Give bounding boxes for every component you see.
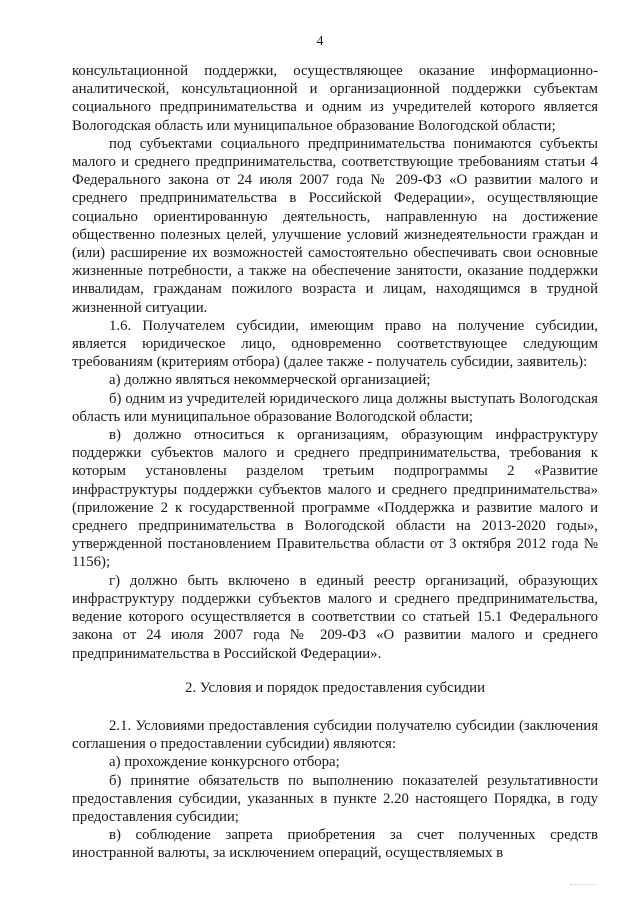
section-heading: 2. Условия и порядок предоставления субсидии [184, 679, 486, 696]
paragraph-after-2: б) принятие обязательств по выполнению показателей результативности предоставления субсидии, указанных в пункте 2.20 настоящего Порядка, в году предоставления субсидии; [72, 772, 598, 825]
paragraph-4: б) одним из учредителей юридического лица должны выступать Вологодская область или муниципальное образование Вологодской области; [72, 390, 598, 425]
paragraph-0: консультационной поддержки, осуществляющее оказание информационно-аналитической, консультационной и организационной поддержки субъектам социального предпринимательства и одним из учредителей которого является Вологодская область или муниципальное образование Вологодской области; [72, 63, 598, 134]
paragraph-after-3: в) соблюдение запрета приобретения за счет полученных средств иностранной валюты, за исключением операций, осуществляемых в [72, 827, 598, 862]
scan-artifact [570, 884, 596, 887]
paragraph-6: г) должно быть включено в единый реестр организаций, образующих инфраструктуру поддержки субъектов малого и среднего предпринимательства, ведение которого осуществляется в соответствии со статьей 15.1 Федерального закона от 24 июля 2007 года № 209-ФЗ «О развитии малого и среднего предпринимательства в Российской Федерации». [72, 572, 598, 662]
paragraph-5: в) должно относиться к организациям, образующим инфраструктуру поддержки субъектов малого и среднего предпринимательства, требования к которым установлены разделом третьим подпрограммы 2 «Развитие инфраструктуры поддержки субъектов малого и среднего предпринимательства» (приложение 2 к государственной программе «Поддержка и развитие малого и среднего предпринимательства в Вологодской области на 2013-2020 годы», утвержденной постановлением Правительства области от 3 октября 2012 года № 1156); [72, 427, 598, 571]
paragraph-1: под субъектами социального предпринимательства понимаются субъекты малого и среднего предпринимательства, соответствующие требованиям статьи 4 Федерального закона от 24 июля 2007 года № 209-ФЗ «О развитии малого и среднего предпринимательства в Российской Федерации», осуществляющие социально ориентированную деятельность, направленную на достижение общественно полезных целей, улучшение условий жизнедеятельности граждан и (или) расширение их возможностей самостоятельно обеспечивать свои основные жизненные потребности, а также на обеспечение занятости, оказание поддержки инвалидам, гражданам пожилого возраста и лицам, находящимся в трудной жизненной ситуации. [72, 135, 598, 316]
document-body [72, 62, 598, 863]
paragraph-3: а) должно являться некоммерческой организацией; [109, 372, 431, 389]
paragraph-after-0: 2.1. Условиями предоставления субсидии получателю субсидии (заключения соглашения о предоставлении субсидии) являются: [72, 717, 598, 753]
page-number: 4 [316, 34, 324, 49]
paragraph-2: 1.6. Получателем субсидии, имеющим право на получение субсидии, является юридическое лицо, одновременно соответствующее следующим требованиям (критериям отбора) (далее также - получатель субсидии, заявитель): [72, 317, 598, 371]
paragraph-after-1: а) прохождение конкурсного отбора; [109, 754, 340, 771]
